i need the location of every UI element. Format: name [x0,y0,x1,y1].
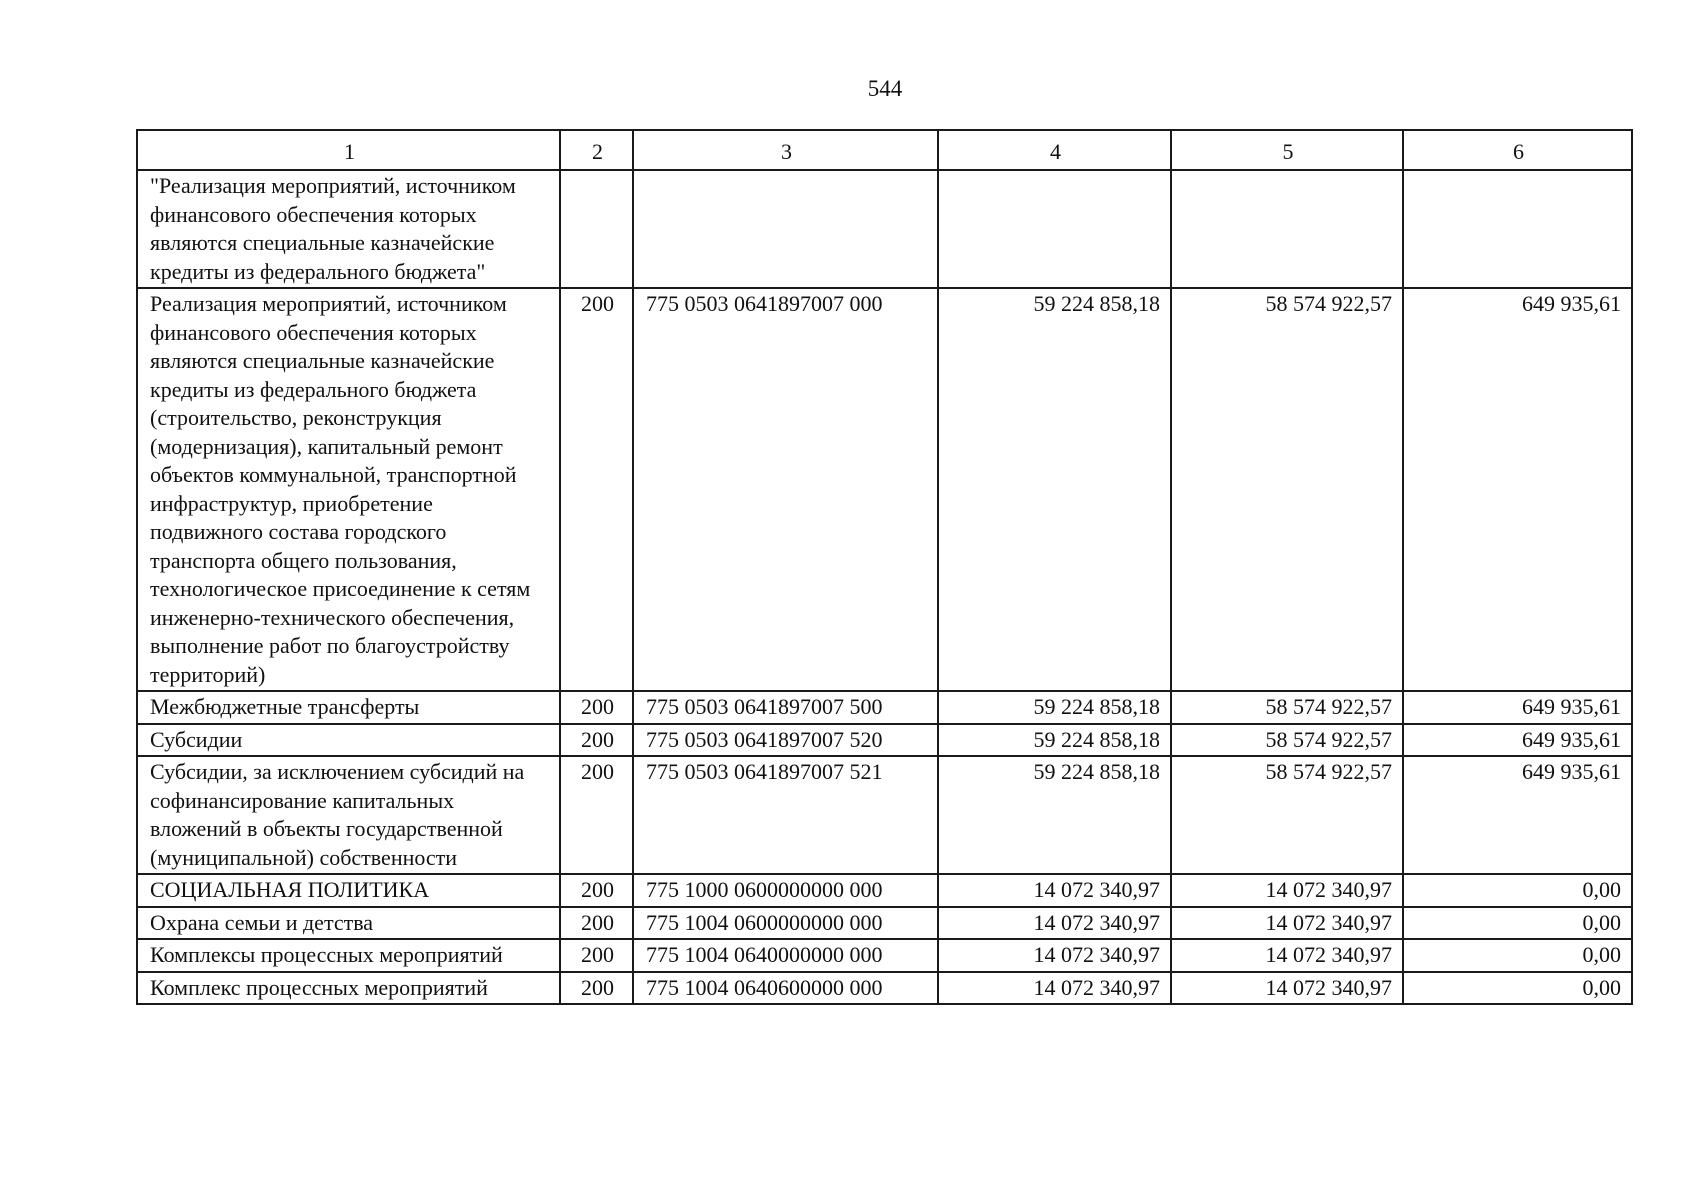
table-row [137,691,1632,724]
row-value-5: 14 072 340,97 [1171,907,1403,940]
row-value-5: 58 574 922,57 [1171,288,1403,691]
table-row [137,288,1632,691]
row-value-6: 649 935,61 [1403,756,1632,874]
row-value-5: 58 574 922,57 [1171,756,1403,874]
row-kbk: 775 1004 0640000000 000 [633,939,938,972]
row-value-4: 59 224 858,18 [938,724,1171,757]
row-code: 200 [560,756,633,874]
row-code: 200 [560,939,633,972]
row-code: 200 [560,691,633,724]
row-kbk: 775 0503 0641897007 520 [633,724,938,757]
row-value-4: 14 072 340,97 [938,874,1171,907]
row-value-4: 14 072 340,97 [938,972,1171,1005]
table-row [137,874,1632,907]
row-kbk: 775 1004 0640600000 000 [633,972,938,1005]
row-name: Межбюджетные трансферты [137,691,560,724]
row-value-4: 59 224 858,18 [938,756,1171,874]
row-value-6: 0,00 [1403,972,1632,1005]
column-header-2: 2 [560,130,633,170]
table-row [137,724,1632,757]
row-value-5: 58 574 922,57 [1171,691,1403,724]
row-value-6: 649 935,61 [1403,691,1632,724]
budget-table [136,129,1633,1005]
row-kbk: 775 0503 0641897007 521 [633,756,938,874]
row-name: Субсидии [137,724,560,757]
row-name: Комплексы процессных мероприятий [137,939,560,972]
row-value-6: 649 935,61 [1403,724,1632,757]
row-kbk: 775 1000 0600000000 000 [633,874,938,907]
row-code [560,170,633,288]
table-row [137,170,1632,288]
row-value-4: 59 224 858,18 [938,288,1171,691]
column-header-3: 3 [633,130,938,170]
row-name: Комплекс процессных мероприятий [137,972,560,1005]
row-value-5 [1171,170,1403,288]
row-code: 200 [560,907,633,940]
row-value-5: 14 072 340,97 [1171,939,1403,972]
row-name: Охрана семьи и детства [137,907,560,940]
row-kbk [633,170,938,288]
row-kbk: 775 1004 0600000000 000 [633,907,938,940]
row-value-4 [938,170,1171,288]
row-value-6 [1403,170,1632,288]
table-row [137,972,1632,1005]
row-value-5: 14 072 340,97 [1171,874,1403,907]
row-value-4: 14 072 340,97 [938,907,1171,940]
table-row [137,939,1632,972]
row-value-6: 0,00 [1403,874,1632,907]
row-name: Субсидии, за исключением субсидий на софинансирование капитальных вложений в объекты государственной (муниципальной) собственности [137,756,560,874]
row-value-6: 649 935,61 [1403,288,1632,691]
row-value-6: 0,00 [1403,939,1632,972]
table-row [137,756,1632,874]
row-code: 200 [560,288,633,691]
row-value-6: 0,00 [1403,907,1632,940]
row-value-4: 59 224 858,18 [938,691,1171,724]
row-value-5: 14 072 340,97 [1171,972,1403,1005]
column-header-6: 6 [1403,130,1632,170]
row-code: 200 [560,972,633,1005]
column-header-4: 4 [938,130,1171,170]
table-row [137,907,1632,940]
row-value-4: 14 072 340,97 [938,939,1171,972]
row-value-5: 58 574 922,57 [1171,724,1403,757]
column-header-1: 1 [137,130,560,170]
row-kbk: 775 0503 0641897007 500 [633,691,938,724]
row-name: "Реализация мероприятий, источником финансового обеспечения которых являются специальные казначейские кредиты из федерального бюджета" [137,170,560,288]
row-code: 200 [560,724,633,757]
row-code: 200 [560,874,633,907]
row-name: СОЦИАЛЬНАЯ ПОЛИТИКА [137,874,560,907]
column-number-row [137,130,1632,170]
page-number: 544 [867,76,903,101]
row-name: Реализация мероприятий, источником финансового обеспечения которых являются специальные казначейские кредиты из федерального бюджета (строительство, реконструкция (модернизация), капитальный ремонт объектов коммунальной, транспортной инфраструктур, приобретение подвижного состава городского транспорта общего пользования, технологическое присоединение к сетям инженерно-технического обеспечения, выполнение работ по благоустройству территорий) [137,288,560,691]
row-kbk: 775 0503 0641897007 000 [633,288,938,691]
column-header-5: 5 [1171,130,1403,170]
